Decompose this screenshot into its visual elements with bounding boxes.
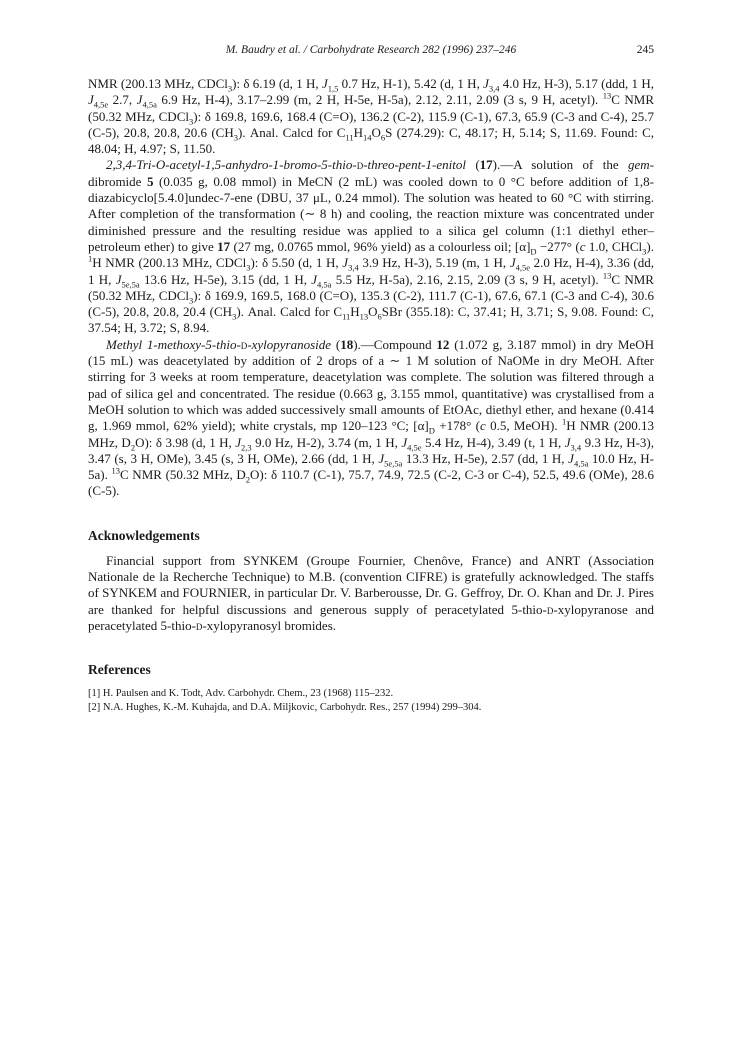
experimental-text	[88, 76, 654, 500]
references-heading: References	[88, 662, 151, 678]
acknowledgements-heading: Acknowledgements	[88, 527, 200, 543]
article-page	[88, 44, 654, 715]
page-number: 245	[636, 44, 654, 56]
reference-item: [1] H. Paulsen and K. Todt, Adv. Carbohydr. Chem., 23 (1968) 115–232.	[88, 688, 394, 700]
running-head	[88, 44, 654, 62]
paragraph-compound-18: Methyl 1-methoxy-5-thio-d-xylopyranoside (18).—Compound 12 (1.072 g, 3.187 mmol) in dry MeOH (15 mL) was deacetylated by addition of 2 drops of a ∼ 1 M solution of NaOMe in dry MeOH. After stirring for 3 weeks at room temperature, deacetylation was complete. The solution was filtered through a pad of silica gel and concentrated. The residue (0.663 g, 3.155 mmol, quantitative) was crystallised from a MeOH solution to which was added successively small amounts of EtOAc, diethyl ether, and hexane (0.414 g, 1.969 mmol, 62% yield); white crystals, mp 120–123 °C; $[\alpha]_D +178^\circ$ (c 0.5, MeOH). $^1$H NMR (200.13 MHz, $D_2O$): δ 3.98 (d, 1 H, $J_{2,3}$ 9.0 Hz, H-2), 3.74 (m, 1 H, $J_{4,5e}$ 5.4 Hz, H-4), 3.49 (t, 1 H, $J_{3,4}$ 9.3 Hz, H-3), 3.47 (s, 3 H, OMe), 3.45 (s, 3 H, OMe), 2.66 (dd, 1 H, $J_{5e,5a}$ 13.3 Hz, H-5e), 2.57 (dd, 1 H, $J_{4,5a}$ 10.0 Hz, H-5a). $^{13}$C NMR (50.32 MHz, $D_2O$): δ 110.7 (C-1), 75.7, 74.9, 72.5 (C-2, C-3 or C-4), 52.5, 49.6 (OMe), 28.6 (C-5).	[88, 336, 655, 499]
reference-item: [2] N.A. Hughes, K.-M. Kuhajda, and D.A. Miljkovic, Carbohydr. Res., 257 (1994) 299–304.	[88, 702, 482, 714]
acknowledgements-text: Financial support from SYNKEM (Groupe Fournier, Chenôve, France) and ANRT (Association Nationale de la Recherche Technique) to M.B. (convention CIFRE) is gratefully acknowledged. The staffs of SYNKEM and FOURNIER, in particular Dr. V. Barberousse, Dr. G. Geffroy, Dr. O. Khan and Dr. J. Pires are thanked for helpful discussions and generous supply of peracetylated 5-thio-d-xylopyranose and peracetylated 5-thio-d-xylopyranosyl bromides.	[88, 552, 654, 633]
reference-list	[88, 687, 654, 715]
paragraph-compound-17: 2,3,4-Tri-O-acetyl-1,5-anhydro-1-bromo-5-thio-d-threo-pent-1-enitol (17).—A solution of the gem-dibromide 5 (0.035 g, 0.08 mmol) in MeCN (2 mL) was cooled down to 0 °C before addition of 1,8-diazabicyclo[5.4.0]undec-7-ene (DBU, 37 μL, 0.24 mmol). The solution was heated to 60 °C with stirring. After completion of the transformation (∼ 8 h) and cooling, the reaction mixture was concentrated under diminished pressure and the resulting residue was applied to a silica gel column (1:1 diethyl ether–petroleum ether) to give 17 (27 mg, 0.0765 mmol, 96% yield) as a colourless oil; $[\alpha]_D -277^\circ$ (c 1.0, CHCl$_3$). $^1$H NMR (200.13 MHz, CDCl$_3$): δ 5.50 (d, 1 H, $J_{3,4}$ 3.9 Hz, H-3), 5.19 (m, 1 H, $J_{4,5e}$ 2.0 Hz, H-4), 3.36 (dd, 1 H, $J_{5e,5a}$ 13.6 Hz, H-5e), 3.15 (dd, 1 H, $J_{4,5a}$ 5.5 Hz, H-5a), 2.16, 2.15, 2.09 (3 s, 9 H, acetyl). $^{13}$C NMR (50.32 MHz, CDCl$_3$): δ 169.9, 169.5, 168.0 (C=O), 135.3 (C-2), 111.7 (C-1), 67.6, 67.1 (C-3 and C-4), 30.6 (C-5), 20.8, 20.8, 20.4 $(CH_3)$. Anal. Calcd for $C_{11}H_{13}O_6SBr$ (355.18): C, 37.41; H, 3.71; S, 9.08. Found: C, 37.54; H, 3.72; S, 8.94.	[88, 157, 655, 336]
paragraph-compound-16-continued: NMR (200.13 MHz, CDCl$_3$): δ 6.19 (d, 1 H, $J_{1,5}$ 0.7 Hz, H-1), 5.42 (d, 1 H, $J_{3,4}$ 4.0 Hz, H-3), 5.17 (ddd, 1 H, $J_{4,5e}$ 2.7, $J_{4,5a}$ 6.9 Hz, H-4), 3.17–2.99 (m, 2 H, H-5e, H-5a), 2.12, 2.11, 2.09 (3 s, 9 H, acetyl). $^{13}$C NMR (50.32 MHz, CDCl$_3$): δ 169.8, 169.6, 168.4 (C=O), 136.2 (C-2), 115.9 (C-1), 67.3, 65.9 (C-3 and C-4), 25.7 (C-5), 20.8, 20.8, 20.6 $(CH_3)$. Anal. Calcd for $C_{11}H_{14}O_6S$ (274.29): C, 48.17; H, 5.14; S, 11.69. Found: C, 48.04; H, 4.97; S, 11.50.	[88, 76, 655, 157]
running-head-title: M. Baudry et al. / Carbohydrate Research 282 (1996) 237–246	[225, 44, 517, 56]
